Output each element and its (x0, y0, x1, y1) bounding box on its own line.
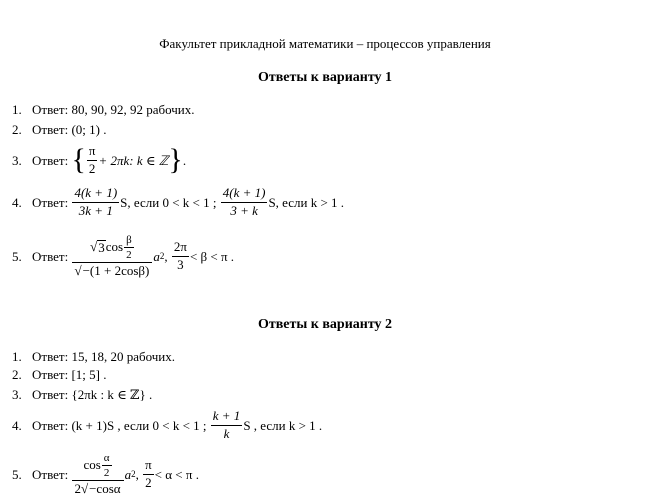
item-number: 5. (12, 248, 22, 264)
item-number: 2. (12, 122, 22, 137)
item-number: 1. (12, 102, 22, 117)
left-brace: { (71, 143, 86, 176)
answer-text: 80, 90, 92, 92 рабочих. (71, 102, 195, 117)
fraction: $\frac{4(k + 1)}{3 + k}$ (222, 185, 266, 218)
formula-text: < β < π . (189, 248, 235, 264)
answer-label: Ответ: (32, 152, 69, 168)
formula-text: S , если k > 1 . (243, 417, 323, 433)
item-number: 4. (12, 194, 22, 210)
answer-text: {2πk : k ∈ ℤ} . (71, 387, 153, 402)
right-brace: } (168, 143, 183, 176)
item-number: 1. (12, 349, 22, 364)
variant2-title: Ответы к варианту 2 (257, 317, 393, 332)
answer-label: Ответ: (32, 194, 69, 210)
fraction: $\frac{4(k + 1)}{3k + 1}$ (74, 185, 118, 218)
formula-text: + 2πk: k ∈ ℤ (98, 152, 169, 168)
answer-label: Ответ: (32, 387, 69, 402)
fraction: cos $\frac{\alpha}{2}$ 2√−cosα (72, 452, 123, 496)
v2-answer-5: 5. Ответ: cos $\frac{\alpha}{2}$ 2√−cosα a 2 , $\frac{\pi}{2}$ < α < π . (12, 451, 199, 496)
fraction: $\frac{\pi}{2}$ (88, 143, 96, 176)
formula-text: S, если 0 < k < 1 ; (120, 194, 217, 210)
v1-answer-4 (12, 183, 344, 221)
formula-text: a (124, 466, 132, 482)
v2-answer-1 (12, 350, 175, 363)
item-number: 2. (12, 367, 22, 382)
v2-answer-4 (12, 406, 322, 444)
answer-label: Ответ: (32, 417, 69, 433)
fraction: $\frac{k + 1}{k}$ (212, 408, 241, 441)
answer-label: Ответ: (32, 349, 69, 364)
answer-label: Ответ: (32, 102, 69, 117)
answer-text: [1; 5] . (71, 367, 107, 382)
item-number: 3. (12, 387, 22, 402)
faculty-header: Факультет прикладной математики – процессов управления (159, 36, 491, 51)
v1-answer-3 (12, 140, 186, 180)
answer-label: Ответ: (32, 367, 69, 382)
answer-label: Ответ: (32, 248, 69, 264)
item-number: 5. (12, 466, 22, 482)
fraction: $\frac{\pi}{2}$ (145, 457, 152, 490)
formula-text: (k + 1)S , если 0 < k < 1 ; (71, 417, 207, 433)
v1-answer-2 (12, 123, 106, 136)
formula-text: < α < π . (154, 466, 199, 482)
formula-text: a (153, 248, 160, 264)
item-number: 4. (12, 417, 22, 433)
item-number: 3. (12, 152, 22, 168)
variant1-title: Ответы к варианту 1 (257, 70, 393, 85)
v2-answer-3 (12, 388, 152, 401)
v2-answer-2 (12, 368, 106, 381)
answer-text: (0; 1) . (71, 122, 107, 137)
v1-answer-5: 5. Ответ: √ 3 cos $\frac{\beta}{2}$ √−(1 + 2cosβ) a 2 , $\frac{2\pi}{3}$ < β < π . (12, 233, 235, 278)
fraction: √ 3 cos $\frac{\beta}{2}$ √−(1 + 2cosβ) (72, 234, 152, 278)
fraction: $\frac{2\pi}{3}$ (173, 239, 187, 272)
formula-text: S, если k > 1 . (268, 194, 345, 210)
period: . (182, 152, 187, 168)
answer-label: Ответ: (32, 122, 69, 137)
v1-answer-1 (12, 103, 195, 116)
answer-text: 15, 18, 20 рабочих. (71, 349, 175, 364)
answer-label: Ответ: (32, 466, 69, 482)
